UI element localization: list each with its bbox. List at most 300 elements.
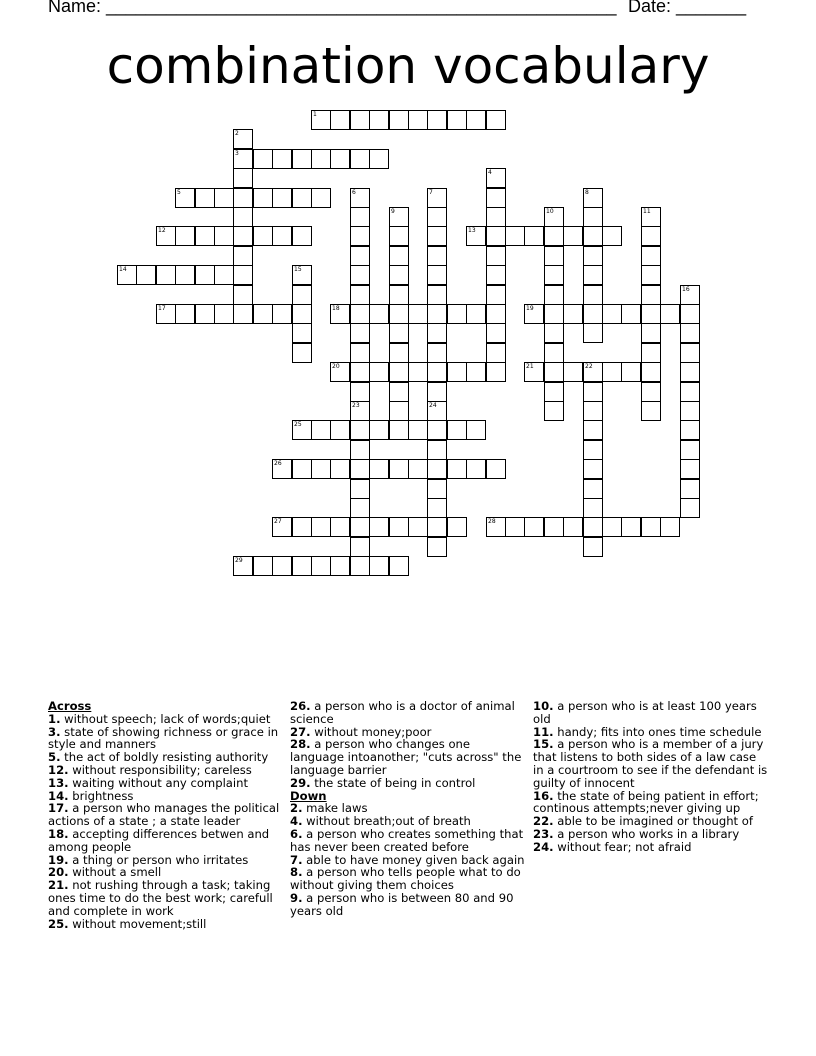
grid-cell[interactable] [466,304,486,324]
grid-cell[interactable] [350,440,370,460]
grid-cell[interactable] [389,556,409,576]
grid-cell[interactable] [389,323,409,343]
clue-number-label: 11. [533,724,554,739]
grid-cell[interactable] [253,149,273,169]
grid-cell[interactable] [233,168,253,188]
grid-cell[interactable] [350,498,370,518]
grid-cell[interactable] [369,556,389,576]
grid-cell[interactable] [292,420,312,440]
clue-number-label: 19. [48,852,69,867]
clue-number-label: 8. [290,865,303,880]
grid-cell[interactable] [233,207,253,227]
grid-cell[interactable] [505,517,525,537]
grid-cell[interactable] [272,188,292,208]
grid-cell[interactable] [233,129,253,149]
clue-down-24 [533,841,769,854]
grid-cell[interactable] [563,226,583,246]
grid-cell[interactable] [680,382,700,402]
grid-cell[interactable] [292,343,312,363]
grid-cell[interactable] [253,226,273,246]
grid-cell[interactable] [136,265,156,285]
grid-cell[interactable] [350,382,370,402]
grid-cell[interactable] [641,285,661,305]
grid-cell[interactable] [292,226,312,246]
grid-cell[interactable] [389,207,409,227]
grid-cell[interactable] [272,556,292,576]
grid-cell[interactable] [680,304,700,324]
grid-cell[interactable] [602,517,622,537]
grid-cell[interactable] [350,304,370,324]
grid-cell[interactable] [350,207,370,227]
grid-cell[interactable] [486,207,506,227]
grid-cell[interactable] [524,362,544,382]
grid-cell[interactable] [311,420,331,440]
grid-cell[interactable] [311,188,331,208]
clue-text: a person who is a doctor of animal science [290,699,515,726]
grid-cell[interactable] [447,362,467,382]
clue-number-label: 22. [533,814,554,829]
grid-cell[interactable] [272,226,292,246]
grid-cell[interactable] [544,323,564,343]
grid-cell[interactable] [427,323,447,343]
clue-number: 28 [488,518,496,525]
grid-cell[interactable] [408,420,428,440]
grid-cell[interactable] [350,537,370,557]
grid-cell[interactable] [486,323,506,343]
grid-cell[interactable] [583,479,603,499]
grid-cell[interactable] [544,362,564,382]
grid-cell[interactable] [544,285,564,305]
clue-text: a person who is a member of a jury that listens to both sides of a law case in a courtroom to see if the defendant is guilty of innocent [533,737,768,790]
grid-cell[interactable] [175,304,195,324]
clue-number: 26 [274,460,282,467]
grid-cell[interactable] [253,304,273,324]
grid-cell[interactable] [350,246,370,266]
grid-cell[interactable] [563,362,583,382]
clue-number: 1 [313,111,317,118]
grid-cell[interactable] [641,246,661,266]
grid-cell[interactable] [233,149,253,169]
grid-cell[interactable] [563,304,583,324]
grid-cell[interactable] [311,110,331,130]
clue-number-label: 16. [533,788,554,803]
grid-cell[interactable] [680,362,700,382]
grid-cell[interactable] [544,304,564,324]
grid-cell[interactable] [427,498,447,518]
clue-number-label: 20. [48,865,69,880]
grid-cell[interactable] [369,149,389,169]
grid-cell[interactable] [447,304,467,324]
grid-cell[interactable] [253,556,273,576]
clue-text: waiting without any complaint [68,775,249,790]
clue-number: 21 [526,363,534,370]
grid-cell[interactable] [350,517,370,537]
grid-cell[interactable] [583,362,603,382]
clue-number: 7 [429,189,433,196]
grid-cell[interactable] [350,459,370,479]
grid-cell[interactable] [292,517,312,537]
grid-cell[interactable] [641,265,661,285]
clue-number: 12 [158,227,166,234]
clue-number: 5 [177,189,181,196]
clue-number-label: 24. [533,839,554,854]
grid-cell[interactable] [583,517,603,537]
grid-cell[interactable] [544,343,564,363]
clue-number-label: 2. [290,801,303,816]
grid-cell[interactable] [389,246,409,266]
grid-cell[interactable] [427,440,447,460]
grid-cell[interactable] [350,420,370,440]
grid-cell[interactable] [466,226,486,246]
grid-cell[interactable] [330,459,350,479]
grid-cell[interactable] [272,304,292,324]
grid-cell[interactable] [466,110,486,130]
down-heading: Down [290,788,327,803]
clue-across-25 [48,918,284,931]
grid-cell[interactable] [214,188,234,208]
grid-cell[interactable] [330,362,350,382]
clue-number: 15 [294,266,302,273]
grid-cell[interactable] [292,149,312,169]
grid-cell[interactable] [350,149,370,169]
grid-cell[interactable] [486,168,506,188]
grid-cell[interactable] [389,285,409,305]
clue-number: 9 [391,208,395,215]
clue-number-label: 28. [290,737,311,752]
grid-cell[interactable] [292,459,312,479]
grid-cell[interactable] [466,459,486,479]
grid-cell[interactable] [680,479,700,499]
grid-cell[interactable] [680,401,700,421]
grid-cell[interactable] [583,459,603,479]
clue-number: 13 [468,227,476,234]
grid-cell[interactable] [156,265,176,285]
grid-cell[interactable] [389,382,409,402]
grid-cell[interactable] [486,188,506,208]
grid-cell[interactable] [330,517,350,537]
grid-cell[interactable] [272,517,292,537]
grid-cell[interactable] [486,517,506,537]
grid-cell[interactable] [641,207,661,227]
grid-cell[interactable] [195,304,215,324]
grid-cell[interactable] [389,110,409,130]
grid-cell[interactable] [350,265,370,285]
grid-cell[interactable] [195,226,215,246]
grid-cell[interactable] [583,246,603,266]
grid-cell[interactable] [486,362,506,382]
grid-cell[interactable] [641,517,661,537]
grid-cell[interactable] [544,246,564,266]
clue-number-label: 26. [290,699,311,713]
clue-number-label: 6. [290,826,303,841]
grid-cell[interactable] [466,420,486,440]
grid-cell[interactable] [195,265,215,285]
clue-down-10 [533,700,769,726]
grid-cell[interactable] [233,556,253,576]
grid-cell[interactable] [292,556,312,576]
grid-cell[interactable] [330,110,350,130]
grid-cell[interactable] [369,110,389,130]
grid-cell[interactable] [292,265,312,285]
grid-cell[interactable] [447,459,467,479]
clue-number-label: 10. [533,699,554,713]
grid-cell[interactable] [544,265,564,285]
grid-cell[interactable] [369,420,389,440]
clue-text: a person who manages the political actions of a state ; a state leader [48,801,280,829]
grid-cell[interactable] [524,304,544,324]
grid-cell[interactable] [427,110,447,130]
grid-cell[interactable] [486,226,506,246]
grid-cell[interactable] [369,304,389,324]
grid-cell[interactable] [486,285,506,305]
grid-cell[interactable] [505,226,525,246]
grid-cell[interactable] [350,110,370,130]
grid-cell[interactable] [292,188,312,208]
grid-cell[interactable] [641,323,661,343]
grid-cell[interactable] [175,226,195,246]
grid-cell[interactable] [389,459,409,479]
clue-text: without breath;out of breath [302,814,471,829]
grid-cell[interactable] [330,304,350,324]
grid-cell[interactable] [602,362,622,382]
grid-cell[interactable] [486,110,506,130]
grid-cell[interactable] [427,382,447,402]
grid-cell[interactable] [214,226,234,246]
grid-cell[interactable] [427,343,447,363]
grid-cell[interactable] [583,207,603,227]
grid-cell[interactable] [350,343,370,363]
grid-cell[interactable] [369,459,389,479]
grid-cell[interactable] [330,556,350,576]
grid-cell[interactable] [544,226,564,246]
clue-number-label: 14. [48,788,69,803]
grid-cell[interactable] [583,537,603,557]
grid-cell[interactable] [680,420,700,440]
grid-cell[interactable] [544,382,564,402]
grid-cell[interactable] [583,188,603,208]
grid-cell[interactable] [427,246,447,266]
grid-cell[interactable] [524,517,544,537]
clue-text: without money;poor [310,724,432,739]
grid-cell[interactable] [117,265,137,285]
grid-cell[interactable] [583,304,603,324]
grid-cell[interactable] [583,440,603,460]
grid-cell[interactable] [389,265,409,285]
grid-cell[interactable] [447,517,467,537]
clue-number: 24 [429,402,437,409]
grid-cell[interactable] [544,517,564,537]
grid-cell[interactable] [408,459,428,479]
grid-cell[interactable] [233,188,253,208]
grid-cell[interactable] [292,285,312,305]
grid-cell[interactable] [583,498,603,518]
grid-cell[interactable] [486,246,506,266]
grid-cell[interactable] [389,517,409,537]
grid-cell[interactable] [583,420,603,440]
clue-across-18 [48,828,284,854]
grid-cell[interactable] [427,517,447,537]
grid-cell[interactable] [466,362,486,382]
grid-cell[interactable] [660,304,680,324]
grid-cell[interactable] [621,304,641,324]
grid-cell[interactable] [427,459,447,479]
grid-cell[interactable] [214,265,234,285]
clue-text: accepting differences betwen and among people [48,826,270,854]
grid-cell[interactable] [389,304,409,324]
clue-number: 16 [682,286,690,293]
clue-number-label: 1. [48,711,61,726]
grid-cell[interactable] [427,304,447,324]
grid-cell[interactable] [369,362,389,382]
grid-cell[interactable] [602,226,622,246]
grid-cell[interactable] [350,226,370,246]
grid-cell[interactable] [621,362,641,382]
grid-cell[interactable] [641,226,661,246]
clue-number: 11 [643,208,651,215]
grid-cell[interactable] [680,459,700,479]
grid-cell[interactable] [233,246,253,266]
grid-cell[interactable] [389,226,409,246]
grid-cell[interactable] [583,382,603,402]
clue-text: the state of being in control [310,775,476,790]
grid-cell[interactable] [680,343,700,363]
grid-cell[interactable] [486,459,506,479]
grid-cell[interactable] [350,401,370,421]
grid-cell[interactable] [544,401,564,421]
grid-cell[interactable] [583,265,603,285]
grid-cell[interactable] [292,304,312,324]
grid-cell[interactable] [486,304,506,324]
grid-cell[interactable] [408,304,428,324]
grid-cell[interactable] [272,459,292,479]
grid-cell[interactable] [214,304,234,324]
grid-cell[interactable] [233,304,253,324]
grid-cell[interactable] [253,188,273,208]
grid-cell[interactable] [350,362,370,382]
grid-cell[interactable] [641,401,661,421]
clue-number-label: 3. [48,724,61,739]
grid-cell[interactable] [350,323,370,343]
clue-text: a person who is at least 100 years old [533,699,757,726]
grid-cell[interactable] [389,343,409,363]
grid-cell[interactable] [175,265,195,285]
grid-cell[interactable] [680,323,700,343]
grid-cell[interactable] [680,498,700,518]
clue-number-label: 18. [48,826,69,841]
grid-cell[interactable] [427,401,447,421]
clue-number: 25 [294,421,302,428]
grid-cell[interactable] [486,265,506,285]
clue-text: state of showing richness or grace in style and manners [48,724,279,752]
grid-cell[interactable] [583,226,603,246]
clue-text: a thing or person who irritates [68,852,249,867]
grid-cell[interactable] [175,188,195,208]
grid-cell[interactable] [311,556,331,576]
grid-cell[interactable] [427,188,447,208]
grid-cell[interactable] [427,537,447,557]
grid-cell[interactable] [389,401,409,421]
grid-cell[interactable] [369,517,389,537]
grid-cell[interactable] [350,479,370,499]
clue-number-label: 17. [48,801,69,816]
grid-cell[interactable] [563,517,583,537]
grid-cell[interactable] [350,556,370,576]
grid-cell[interactable] [389,420,409,440]
clue-number: 6 [352,189,356,196]
grid-cell[interactable] [544,207,564,227]
grid-cell[interactable] [447,420,467,440]
clue-text: able to have money given back again [302,852,525,867]
grid-cell[interactable] [583,285,603,305]
grid-cell[interactable] [156,226,176,246]
grid-cell[interactable] [427,207,447,227]
grid-cell[interactable] [486,343,506,363]
clue-number: 19 [526,305,534,312]
grid-cell[interactable] [427,226,447,246]
grid-cell[interactable] [408,362,428,382]
grid-cell[interactable] [233,265,253,285]
grid-cell[interactable] [583,401,603,421]
grid-cell[interactable] [330,420,350,440]
grid-cell[interactable] [621,517,641,537]
grid-cell[interactable] [427,420,447,440]
grid-cell[interactable] [311,149,331,169]
grid-cell[interactable] [195,188,215,208]
grid-cell[interactable] [233,285,253,305]
grid-cell[interactable] [350,285,370,305]
grid-cell[interactable] [272,149,292,169]
clue-text: without movement;still [68,916,207,931]
clue-text: handy; fits into ones time schedule [553,724,762,739]
grid-cell[interactable] [583,323,603,343]
grid-cell[interactable] [233,226,253,246]
grid-cell[interactable] [641,304,661,324]
grid-cell[interactable] [311,517,331,537]
grid-cell[interactable] [641,343,661,363]
grid-cell[interactable] [311,459,331,479]
clue-text: without fear; not afraid [553,839,692,854]
grid-cell[interactable] [350,188,370,208]
clue-number: 29 [235,557,243,564]
grid-cell[interactable] [447,110,467,130]
grid-cell[interactable] [408,517,428,537]
grid-cell[interactable] [408,110,428,130]
clue-text: without speech; lack of words;quiet [60,711,271,726]
grid-cell[interactable] [330,149,350,169]
clue-down-6 [290,828,526,854]
grid-cell[interactable] [660,517,680,537]
grid-cell[interactable] [524,226,544,246]
clue-number: 14 [119,266,127,273]
grid-cell[interactable] [427,362,447,382]
grid-cell[interactable] [427,479,447,499]
clue-down-15 [533,738,769,789]
grid-cell[interactable] [156,304,176,324]
clues-column-2 [290,700,526,918]
clues-column-1 [48,700,284,930]
grid-cell[interactable] [427,265,447,285]
grid-cell[interactable] [292,323,312,343]
grid-cell[interactable] [389,362,409,382]
clue-number: 8 [585,189,589,196]
clue-text: without responsibility; careless [68,762,252,777]
grid-cell[interactable] [602,304,622,324]
grid-cell[interactable] [680,440,700,460]
grid-cell[interactable] [641,382,661,402]
grid-cell[interactable] [641,362,661,382]
grid-cell[interactable] [427,285,447,305]
grid-cell[interactable] [680,285,700,305]
